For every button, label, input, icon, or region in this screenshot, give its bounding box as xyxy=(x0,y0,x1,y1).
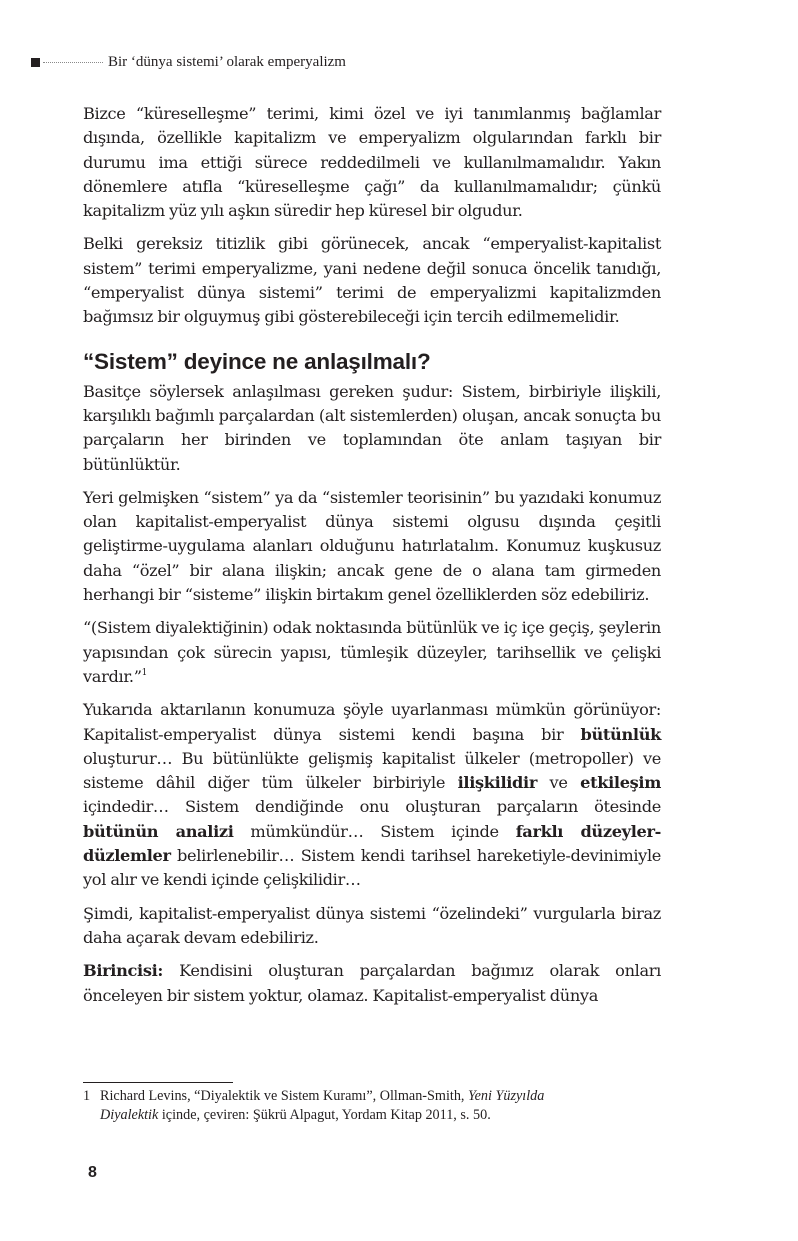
emphasis-butunluk: bütünlük xyxy=(580,724,661,744)
lead-birincisi: Birincisi: xyxy=(83,961,164,981)
paragraph-continue: Şimdi, kapitalist-emperyalist dünya sistemi “özelindeki” vurgularla biraz daha açarak devam edebiliriz. xyxy=(83,903,661,947)
emphasis-farkli-duzeyler: farklı düzeyler-düzlemler xyxy=(83,821,661,866)
footnote: 1 Richard Levins, “Diyalektik ve Sistem Kuramı”, Ollman-Smith, Yeni Yüzyılda Diyalektik içinde, çeviren: Şükrü Alpagut, Yordam Kitap 2011, s. 50. xyxy=(83,1088,545,1123)
emphasis-butunun-analizi: bütünün analizi xyxy=(83,821,234,841)
quote-text: “(Sistem diyalektiğinin) odak noktasında bütünlük ve iç içe geçiş, şeylerin yapısından çok sürecin yapısı, tümleşik düzeyler, tarihsellik ve çelişki vardır.” xyxy=(83,618,661,686)
dotted-leader xyxy=(43,62,103,63)
section-heading: “Sistem” deyince ne anlaşılmalı? xyxy=(83,348,431,374)
page-number: 8 xyxy=(88,1164,97,1181)
book-title-cont: Diyalektik xyxy=(100,1107,159,1123)
running-head xyxy=(31,52,346,72)
running-head-title: Bir ‘dünya sistemi’ olarak emperyalizm xyxy=(108,53,346,70)
paragraph-systems-theory: Yeri gelmişken “sistem” ya da “sistemler teorisinin” bu yazıdaki konumuz olan kapitalist-emperyalist dünya sistemi olgusu dışında çeşitli geliştirme-uygulama alanları olduğunu hatırlatalım. Konumuz kuşkusuz daha “özel” bir alana ilişkin; ancak gene de o alana tam girmeden herhangi bir “sisteme” ilişkin birtakım genel özelliklerden söz edebiliriz. xyxy=(83,487,661,605)
paragraph-adaptation: Yukarıda aktarılanın konumuza şöyle uyarlanması mümkün görünüyor: Kapitalist-emperyalist dünya sistemi kendi başına bir bütünlük oluşturur… Bu bütünlükte gelişmiş kapitalist ülkeler (metropoller) ve sisteme dâhil diğer tüm ülkeler birbiriyle ilişkilidir ve etkileşim içindedir… Sistem dendiğinde onu oluşturan parçaların ötesinde bütünün analizi mümkündür… Sistem içinde farklı düzeyler-düzlemler belirlenebilir… Sistem kendi tarihsel hareketiyle-devinimiyle yol alır ve kendi içinde çelişkilidir… xyxy=(83,700,661,890)
emphasis-etkilesim: etkileşim xyxy=(580,773,661,793)
square-bullet-icon xyxy=(31,58,40,67)
footnote-number: 1 xyxy=(83,1088,91,1104)
paragraph-globalization: Bizce “küreselleşme” terimi, kimi özel ve iyi tanımlanmış bağlamlar dışında, özellikle kapitalizm ve emperyalizm olgularından farklı bir durumu ima ettiği sürece reddedilmeli ve kullanılmamalıdır. Yakın dönemlere atıfla “küreselleşme çağı” da kullanılmamalıdır; çünkü kapitalizm yüz yılı aşkın süredir hep küresel bir olgudur. xyxy=(83,104,661,221)
paragraph-first-point: Birincisi: Kendisini oluşturan parçalardan bağımız olarak onları önceleyen bir sistem yoktur, olamaz. Kapitalist-emperyalist dünya xyxy=(83,961,661,1005)
emphasis-iliskilidir: ilişkilidir xyxy=(457,773,537,793)
paragraph-terminology: Belki gereksiz titizlik gibi görünecek, ancak “emperyalist-kapitalist sistem” terimi emperyalizme, yani nedene değil sonuca öncelik tanıdığı, “emperyalist dünya sistemi” terimi de emperyalizmi kapitalizmden bağımsız bir olguymuş gibi gösterebileceği için tercih edilmemelidir. xyxy=(83,234,661,327)
quote-paragraph xyxy=(83,616,661,689)
book-title: Yeni Yüzyılda xyxy=(468,1088,545,1104)
paragraph-system-definition: Basitçe söylersek anlaşılması gereken şudur: Sistem, birbiriyle ilişkili, karşılıklı bağımlı parçalardan (alt sistemlerden) oluşan, ancak sonuçta bu parçaların her birinden ve toplamından öte anlam taşıyan bir bütünlüktür. xyxy=(83,381,661,474)
body-text xyxy=(83,102,661,1017)
footnote-ref[interactable]: 1 xyxy=(141,667,148,678)
footnote-divider xyxy=(83,1082,233,1083)
